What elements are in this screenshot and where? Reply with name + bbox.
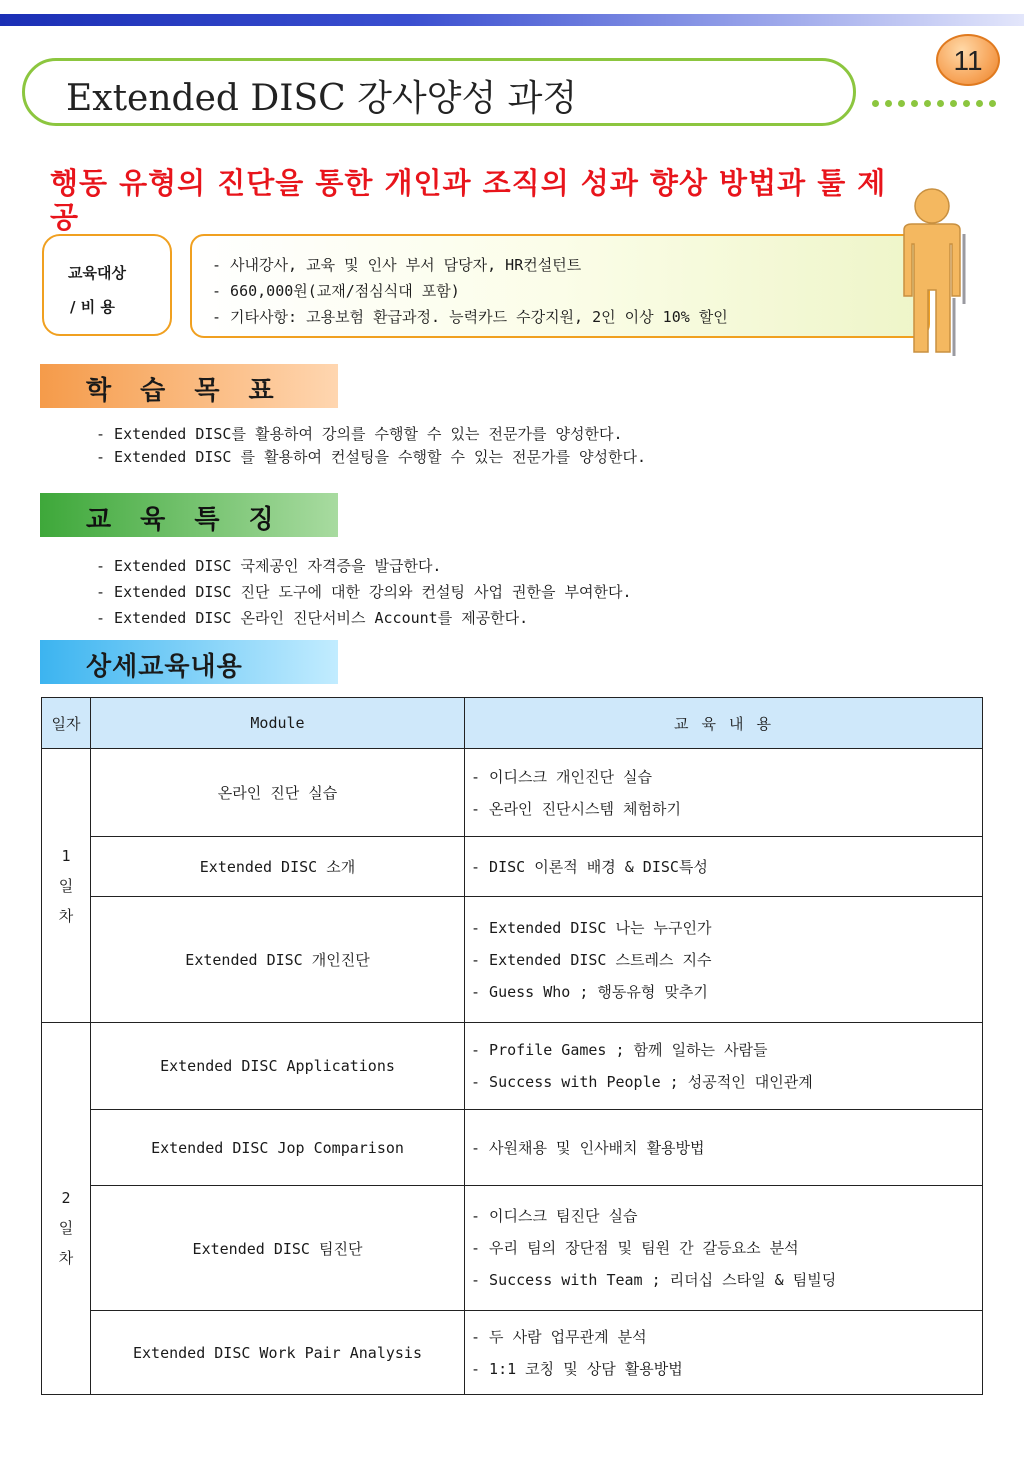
module-cell: Extended DISC 소개 (91, 837, 465, 897)
content-cell: - 두 사람 업무관계 분석 - 1:1 코칭 및 상담 활용방법 (465, 1311, 983, 1395)
table-row (42, 1110, 983, 1186)
target-line: - 사내강사, 교육 및 인사 부서 담당자, HR컨설턴트 (212, 256, 582, 274)
day-1-cell: 1 일 차 (42, 749, 91, 1023)
content-cell: - 이디스크 팀진단 실습 - 우리 팀의 장단점 및 팀원 간 갈등요소 분석 - Success with Team ; 리더십 스타일 & 팀빌딩 (465, 1186, 983, 1311)
person-icon (896, 186, 966, 356)
list-item: - Extended DISC 를 활용하여 컨설팅을 수행할 수 있는 전문가를 양성한다. (96, 448, 647, 466)
table-row (42, 1186, 983, 1311)
module-cell: Extended DISC Jop Comparison (91, 1110, 465, 1186)
content-cell: - Extended DISC 나는 누구인가 - Extended DISC 스트레스 지수 - Guess Who ; 행동유형 맞추기 (465, 897, 983, 1023)
target-label-line2: / 비 용 (70, 298, 115, 316)
table-header-row (42, 698, 983, 749)
content-cell: - DISC 이론적 배경 & DISC특성 (465, 837, 983, 897)
module-cell: Extended DISC Applications (91, 1023, 465, 1110)
page-title: Extended DISC 강사양성 과정 (66, 78, 578, 119)
target-line: - 660,000원(교재/점심식대 포함) (212, 282, 460, 300)
dotted-line-decoration (872, 92, 1022, 102)
target-label-line1: 교육대상 (68, 264, 126, 282)
module-cell: Extended DISC 개인진단 (91, 897, 465, 1023)
headline: 행동 유형의 진단을 통한 개인과 조직의 성과 향상 방법과 툴 제공 (50, 166, 887, 234)
target-line: - 기타사항: 고용보험 환급과정. 능력카드 수강지원, 2인 이상 10% 할인 (212, 308, 728, 326)
section-header-goals: 학 습 목 표 (40, 364, 338, 408)
list-item: - Extended DISC를 활용하여 강의를 수행할 수 있는 전문가를 양성한다. (96, 425, 623, 443)
header-content: 교 육 내 용 (465, 698, 983, 749)
goals-list (96, 423, 646, 469)
module-cell: Extended DISC Work Pair Analysis (91, 1311, 465, 1395)
content-cell: - Profile Games ; 함께 일하는 사람들 - Success with People ; 성공적인 대인관계 (465, 1023, 983, 1110)
list-item: - Extended DISC 진단 도구에 대한 강의와 컨설팅 사업 권한을 부여한다. (96, 583, 632, 601)
features-list (96, 553, 632, 631)
module-cell: 온라인 진단 실습 (91, 749, 465, 837)
table-row (42, 837, 983, 897)
top-gradient-bar (0, 14, 1024, 26)
page-number-badge: 11 (936, 34, 1000, 86)
curriculum-table (41, 697, 983, 1395)
table-row (42, 749, 983, 837)
table-row (42, 897, 983, 1023)
section-header-details: 상세교육내용 (40, 640, 338, 684)
section-header-features: 교 육 특 징 (40, 493, 338, 537)
content-cell: - 이디스크 개인진단 실습 - 온라인 진단시스템 체험하기 (465, 749, 983, 837)
table-row (42, 1023, 983, 1110)
header-day: 일자 (42, 698, 91, 749)
target-info-box (190, 234, 930, 338)
content-cell: - 사원채용 및 인사배치 활용방법 (465, 1110, 983, 1186)
list-item: - Extended DISC 온라인 진단서비스 Account를 제공한다. (96, 609, 529, 627)
list-item: - Extended DISC 국제공인 자격증을 발급한다. (96, 557, 442, 575)
day-2-cell: 2 일 차 (42, 1023, 91, 1395)
module-cell: Extended DISC 팀진단 (91, 1186, 465, 1311)
target-label-box (42, 234, 172, 336)
table-row (42, 1311, 983, 1395)
header-module: Module (91, 698, 465, 749)
